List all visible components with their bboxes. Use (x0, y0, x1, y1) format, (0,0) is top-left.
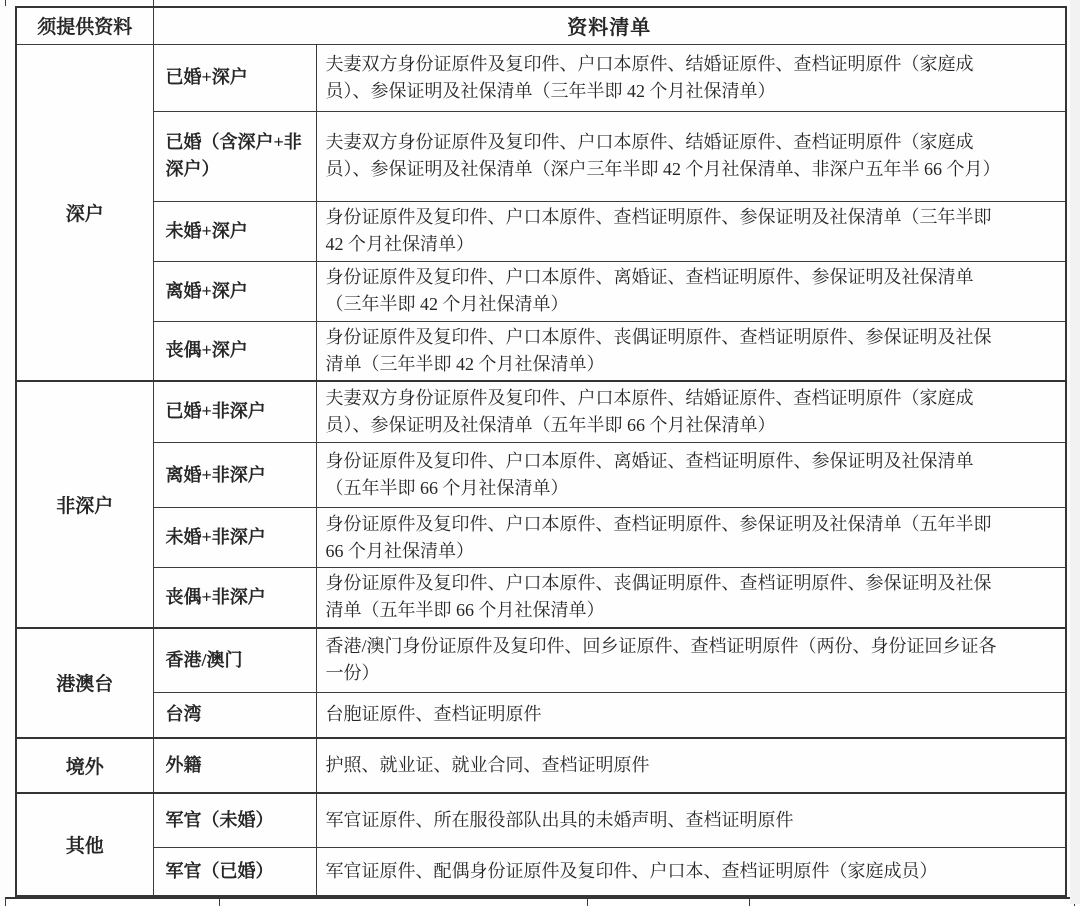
category-cell: 外籍 (153, 738, 316, 793)
documents-cell: 身份证原件及复印件、户口本原件、离婚证、查档证明原件、参保证明及社保清单（五年半即 66 个月社保清单） (316, 443, 1066, 508)
table-row (16, 201, 1066, 261)
documents-cell: 身份证原件及复印件、户口本原件、丧偶证明原件、查档证明原件、参保证明及社保清单（三年半即 42 个月社保清单） (316, 321, 1066, 381)
table-row (16, 793, 1066, 848)
documents-cell: 身份证原件及复印件、户口本原件、查档证明原件、参保证明及社保清单（五年半即 66 个月社保清单） (316, 508, 1066, 568)
section-label: 其他 (16, 793, 153, 896)
documents-cell: 香港/澳门身份证原件及复印件、回乡证原件、查档证明原件（两份、身份证回乡证各一份） (316, 628, 1066, 693)
documents-cell: 台胞证原件、查档证明原件 (316, 693, 1066, 738)
documents-cell: 夫妻双方身份证原件及复印件、户口本原件、结婚证原件、查档证明原件（家庭成员）、参保证明及社保清单（深户三年半即 42 个月社保清单、非深户五年半 66 个月） (316, 111, 1066, 201)
category-cell: 丧偶+非深户 (153, 568, 316, 628)
partial-row-below (5, 897, 1075, 906)
documents-cell: 夫妻双方身份证原件及复印件、户口本原件、结婚证原件、查档证明原件（家庭成员）、参保证明及社保清单（三年半即 42 个月社保清单） (316, 44, 1066, 111)
required-materials-table (15, 6, 1067, 897)
table-row (16, 568, 1066, 628)
table-row (16, 111, 1066, 201)
table-row (16, 508, 1066, 568)
category-cell: 军官（未婚） (153, 793, 316, 848)
category-cell: 未婚+非深户 (153, 508, 316, 568)
section-label: 深户 (16, 44, 153, 381)
category-cell: 未婚+深户 (153, 201, 316, 261)
materials-column-header: 须提供资料 (16, 7, 153, 44)
table-row (16, 693, 1066, 738)
category-cell: 丧偶+深户 (153, 321, 316, 381)
table-row (16, 848, 1066, 896)
category-cell: 台湾 (153, 693, 316, 738)
table-row (16, 738, 1066, 793)
section-label: 境外 (16, 738, 153, 793)
table-row (16, 261, 1066, 321)
category-cell: 离婚+非深户 (153, 443, 316, 508)
documents-cell: 军官证原件、配偶身份证原件及复印件、户口本、查档证明原件（家庭成员） (316, 848, 1066, 896)
documents-cell: 军官证原件、所在服役部队出具的未婚声明、查档证明原件 (316, 793, 1066, 848)
partial-row-border (749, 899, 750, 906)
category-cell: 香港/澳门 (153, 628, 316, 693)
partial-row-border (5, 0, 6, 6)
documents-cell: 夫妻双方身份证原件及复印件、户口本原件、结婚证原件、查档证明原件（家庭成员）、参保证明及社保清单（五年半即 66 个月社保清单） (316, 381, 1066, 443)
partial-row-border (1074, 0, 1075, 6)
partial-row-border (219, 899, 220, 906)
partial-row-border (587, 899, 588, 906)
category-cell: 已婚+非深户 (153, 381, 316, 443)
category-cell: 离婚+深户 (153, 261, 316, 321)
table-row (16, 628, 1066, 693)
section-label: 非深户 (16, 381, 153, 628)
table-row (16, 443, 1066, 508)
section-label: 港澳台 (16, 628, 153, 738)
documents-cell: 护照、就业证、就业合同、查档证明原件 (316, 738, 1066, 793)
table-header-row (16, 7, 1066, 44)
table-row (16, 321, 1066, 381)
documents-cell: 身份证原件及复印件、户口本原件、查档证明原件、参保证明及社保清单（三年半即 42 个月社保清单） (316, 201, 1066, 261)
table-row (16, 44, 1066, 111)
category-cell: 已婚（含深户+非深户） (153, 111, 316, 201)
table-row (16, 381, 1066, 443)
list-column-header: 资料清单 (153, 7, 1066, 44)
documents-cell: 身份证原件及复印件、户口本原件、离婚证、查档证明原件、参保证明及社保清单（三年半即 42 个月社保清单） (316, 261, 1066, 321)
documents-cell: 身份证原件及复印件、户口本原件、丧偶证明原件、查档证明原件、参保证明及社保清单（五年半即 66 个月社保清单） (316, 568, 1066, 628)
category-cell: 军官（已婚） (153, 848, 316, 896)
category-cell: 已婚+深户 (153, 44, 316, 111)
